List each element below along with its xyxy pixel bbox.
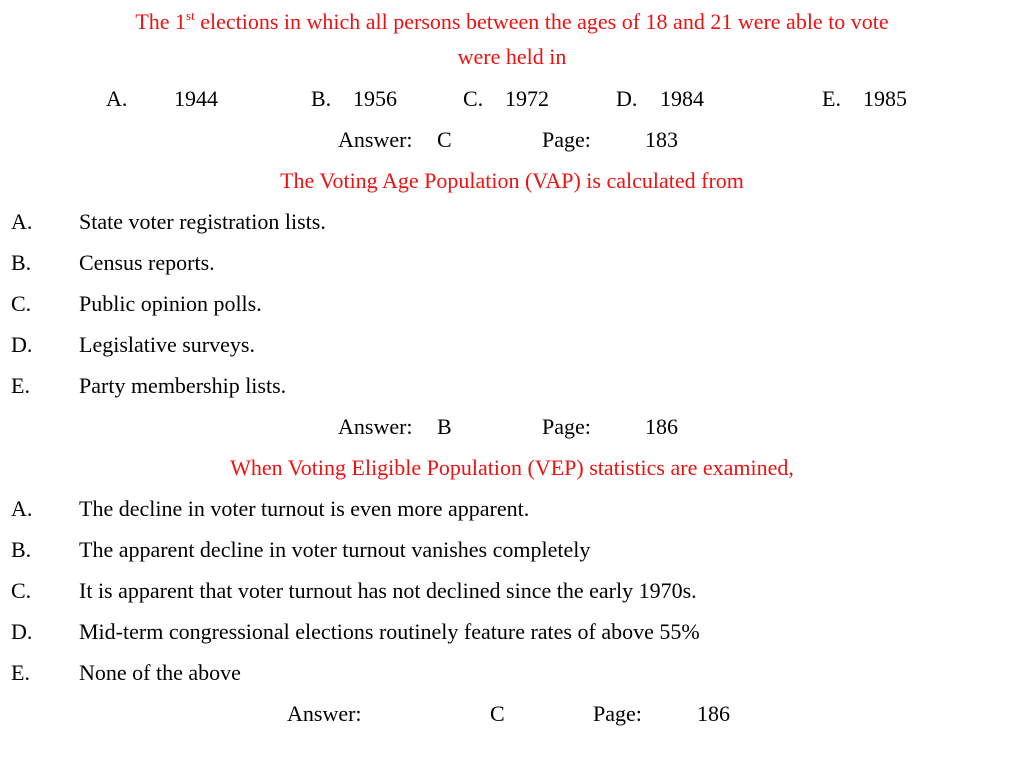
page-value: 183 — [645, 127, 678, 152]
page-label: Page: — [542, 127, 591, 152]
answer-value: B — [437, 414, 452, 439]
question-2-option-a-letter: A. — [11, 209, 33, 234]
answer-value: C — [437, 127, 452, 152]
question-1-option-c-text: 1972 — [505, 86, 549, 111]
answer-label: Answer: — [287, 701, 362, 726]
question-1-option-e-text: 1985 — [863, 86, 907, 111]
question-1-option-c-letter: C. — [463, 86, 484, 111]
question-1-title-line-2: were held in — [457, 44, 567, 69]
question-2-option-d-text: Legislative surveys. — [79, 332, 255, 357]
question-3-option-d-letter: D. — [11, 619, 33, 644]
answer-label: Answer: — [338, 414, 413, 439]
question-2-option-c-text: Public opinion polls. — [79, 291, 262, 316]
question-1-option-b-text: 1956 — [353, 86, 397, 111]
question-1-option-d-letter: D. — [616, 86, 638, 111]
question-2-option-b-text: Census reports. — [79, 250, 215, 275]
question-1-option-a-letter: A. — [106, 86, 128, 111]
question-3-option-e-letter: E. — [11, 660, 30, 685]
question-1-title-end: elections in which all persons between the ages of 18 and 21 were able to vote — [194, 9, 889, 34]
question-1-title — [0, 10, 1024, 37]
answer-value: C — [490, 701, 505, 726]
question-3-option-a-letter: A. — [11, 496, 33, 521]
question-3-option-e-text: None of the above — [79, 660, 241, 685]
question-2-option-c-letter: C. — [11, 291, 32, 316]
question-3-title: When Voting Eligible Population (VEP) statistics are examined, — [230, 455, 794, 480]
page-value: 186 — [645, 414, 678, 439]
question-2-option-b-letter: B. — [11, 250, 32, 275]
question-2-option-a-text: State voter registration lists. — [79, 209, 326, 234]
question-3-option-c-text: It is apparent that voter turnout has not declined since the early 1970s. — [79, 578, 697, 603]
question-2-title: The Voting Age Population (VAP) is calculated from — [280, 168, 744, 193]
page-value: 186 — [697, 701, 730, 726]
question-2-option-e-text: Party membership lists. — [79, 373, 287, 398]
answer-label: Answer: — [338, 127, 413, 152]
question-3-option-c-letter: C. — [11, 578, 32, 603]
page-label: Page: — [542, 414, 591, 439]
question-3-option-b-letter: B. — [11, 537, 32, 562]
question-3-option-d-text: Mid-term congressional elections routinely feature rates of above 55% — [79, 619, 700, 644]
question-1-option-a-text: 1944 — [174, 86, 218, 111]
question-2-option-e-letter: E. — [11, 373, 30, 398]
question-3-option-b-text: The apparent decline in voter turnout vanishes completely — [79, 537, 591, 562]
question-1-option-e-letter: E. — [822, 86, 841, 111]
question-1-option-d-text: 1984 — [660, 86, 704, 111]
page-label: Page: — [593, 701, 642, 726]
question-3-option-a-text: The decline in voter turnout is even more apparent. — [79, 496, 530, 521]
question-1-option-b-letter: B. — [311, 86, 332, 111]
question-2-option-d-letter: D. — [11, 332, 33, 357]
question-1-title-superscript: st — [186, 8, 195, 23]
question-1-title-start: The 1 — [135, 9, 187, 34]
